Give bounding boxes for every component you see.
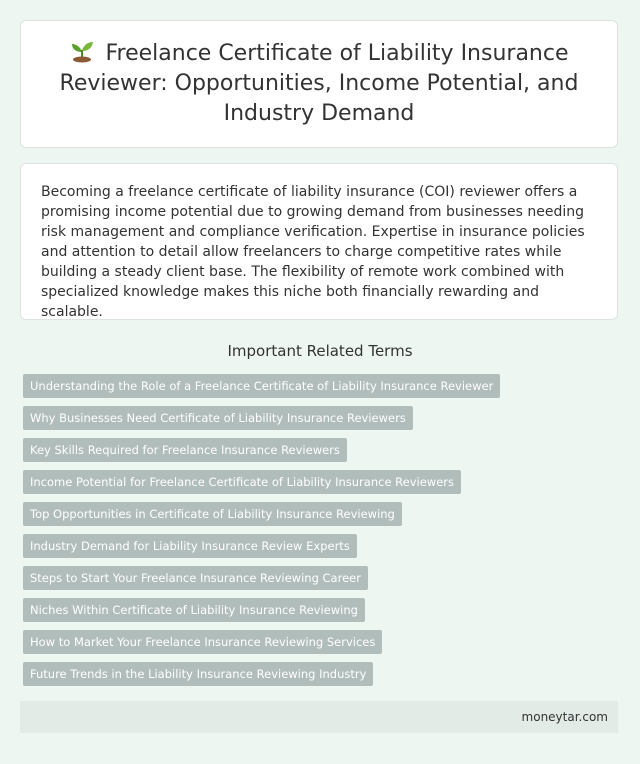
related-term-item[interactable]: [23, 534, 500, 558]
related-term-item[interactable]: [23, 598, 500, 622]
related-term-item[interactable]: [23, 662, 500, 686]
intro-paragraph: Becoming a freelance certificate of liability insurance (COI) reviewer offers a promising income potential due to growing demand from businesses needing risk management and compliance verification. Expertise in insurance policies and attention to detail allow freelancers to charge competitive rates while building a steady client base. The flexibility of remote work combined with specialized knowledge makes this niche both financially rewarding and scalable.: [41, 184, 585, 320]
related-term-label[interactable]: Steps to Start Your Freelance Insurance Reviewing Career: [23, 566, 368, 590]
related-term-item[interactable]: [23, 630, 500, 654]
related-term-label[interactable]: Key Skills Required for Freelance Insurance Reviewers: [23, 438, 347, 462]
related-terms-heading: Important Related Terms: [227, 342, 413, 360]
title-card: [20, 20, 618, 148]
footer-site-link[interactable]: moneytar.com: [521, 710, 608, 724]
related-term-label[interactable]: Income Potential for Freelance Certificate of Liability Insurance Reviewers: [23, 470, 461, 494]
related-term-label[interactable]: Future Trends in the Liability Insurance Reviewing Industry: [23, 662, 373, 686]
related-term-label[interactable]: Industry Demand for Liability Insurance Review Experts: [23, 534, 357, 558]
related-terms-list: [23, 374, 500, 694]
related-term-item[interactable]: [23, 374, 500, 398]
related-term-label[interactable]: Niches Within Certificate of Liability Insurance Reviewing: [23, 598, 365, 622]
related-term-label[interactable]: How to Market Your Freelance Insurance Reviewing Services: [23, 630, 382, 654]
related-term-item[interactable]: [23, 566, 500, 590]
page-title-text: Freelance Certificate of Liability Insurance Reviewer: Opportunities, Income Potential, and Industry Demand: [59, 41, 579, 126]
related-term-label[interactable]: Why Businesses Need Certificate of Liability Insurance Reviewers: [23, 406, 413, 430]
page-title: [21, 39, 617, 129]
intro-card: [20, 163, 618, 320]
sprout-icon: [69, 39, 95, 63]
related-term-item[interactable]: [23, 438, 500, 462]
related-term-item[interactable]: [23, 502, 500, 526]
related-term-item[interactable]: [23, 406, 500, 430]
footer: [20, 701, 618, 733]
related-term-label[interactable]: Understanding the Role of a Freelance Certificate of Liability Insurance Reviewer: [23, 374, 500, 398]
related-term-label[interactable]: Top Opportunities in Certificate of Liability Insurance Reviewing: [23, 502, 402, 526]
related-term-item[interactable]: [23, 470, 500, 494]
